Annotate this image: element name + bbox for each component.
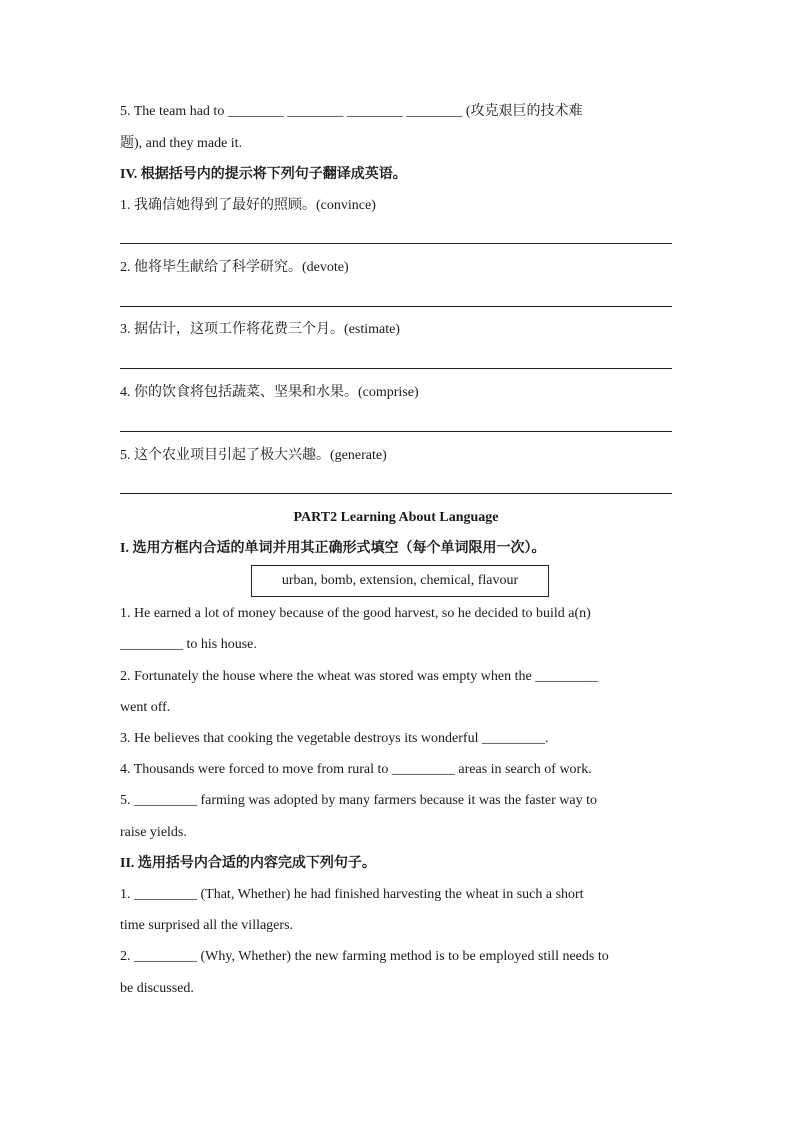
part2-i-q5-line2: raise yields. bbox=[120, 825, 187, 840]
part2-section-i-heading: I. 选用方框内合适的单词并用其正确形式填空（每个单词限用一次）。 bbox=[120, 541, 546, 556]
part2-ii-q1-line1: 1. _________ (That, Whether) he had finished harvesting the wheat in such a short bbox=[120, 887, 584, 902]
part1-q5-line1: 5. The team had to ________ ________ ________ ________ (攻克艰巨的技术难 bbox=[120, 104, 583, 119]
section-iv-item-1: 1. 我确信她得到了最好的照顾。(convince) bbox=[120, 198, 376, 213]
answer-line-5[interactable] bbox=[120, 493, 672, 494]
answer-line-2[interactable] bbox=[120, 306, 672, 307]
answer-line-1[interactable] bbox=[120, 243, 672, 244]
part2-i-q2-line2: went off. bbox=[120, 700, 171, 715]
section-iv-item-4: 4. 你的饮食将包括蔬菜、坚果和水果。(comprise) bbox=[120, 385, 419, 400]
section-iv-item-3: 3. 据估计，这项工作将花费三个月。(estimate) bbox=[120, 322, 400, 337]
part2-i-q1-line1: 1. He earned a lot of money because of the good harvest, so he decided to build a(n) bbox=[120, 606, 591, 621]
part2-i-q4: 4. Thousands were forced to move from rural to _________ areas in search of work. bbox=[120, 762, 592, 777]
part1-q5-line2: 题), and they made it. bbox=[120, 136, 243, 151]
word-box bbox=[251, 565, 549, 597]
part2-i-q1-line2: _________ to his house. bbox=[120, 637, 257, 652]
part2-title: PART2 Learning About Language bbox=[293, 510, 499, 525]
part2-i-q3: 3. He believes that cooking the vegetable destroys its wonderful _________. bbox=[120, 731, 549, 746]
answer-line-3[interactable] bbox=[120, 368, 672, 369]
answer-line-4[interactable] bbox=[120, 431, 672, 432]
part2-ii-q2-line1: 2. _________ (Why, Whether) the new farming method is to be employed still needs to bbox=[120, 949, 609, 964]
section-iv-item-2: 2. 他将毕生献给了科学研究。(devote) bbox=[120, 260, 349, 275]
word-box-text: urban, bomb, extension, chemical, flavour bbox=[281, 573, 519, 588]
section-iv-item-5: 5. 这个农业项目引起了极大兴趣。(generate) bbox=[120, 448, 387, 463]
part2-ii-q2-line2: be discussed. bbox=[120, 981, 194, 996]
part2-ii-q1-line2: time surprised all the villagers. bbox=[120, 918, 294, 933]
section-iv-heading: IV. 根据括号内的提示将下列句子翻译成英语。 bbox=[120, 167, 407, 182]
part2-i-q5-line1: 5. _________ farming was adopted by many farmers because it was the faster way to bbox=[120, 793, 598, 808]
part2-section-ii-heading: II. 选用括号内合适的内容完成下列句子。 bbox=[120, 856, 376, 871]
part2-i-q2-line1: 2. Fortunately the house where the wheat was stored was empty when the _________ bbox=[120, 669, 599, 684]
